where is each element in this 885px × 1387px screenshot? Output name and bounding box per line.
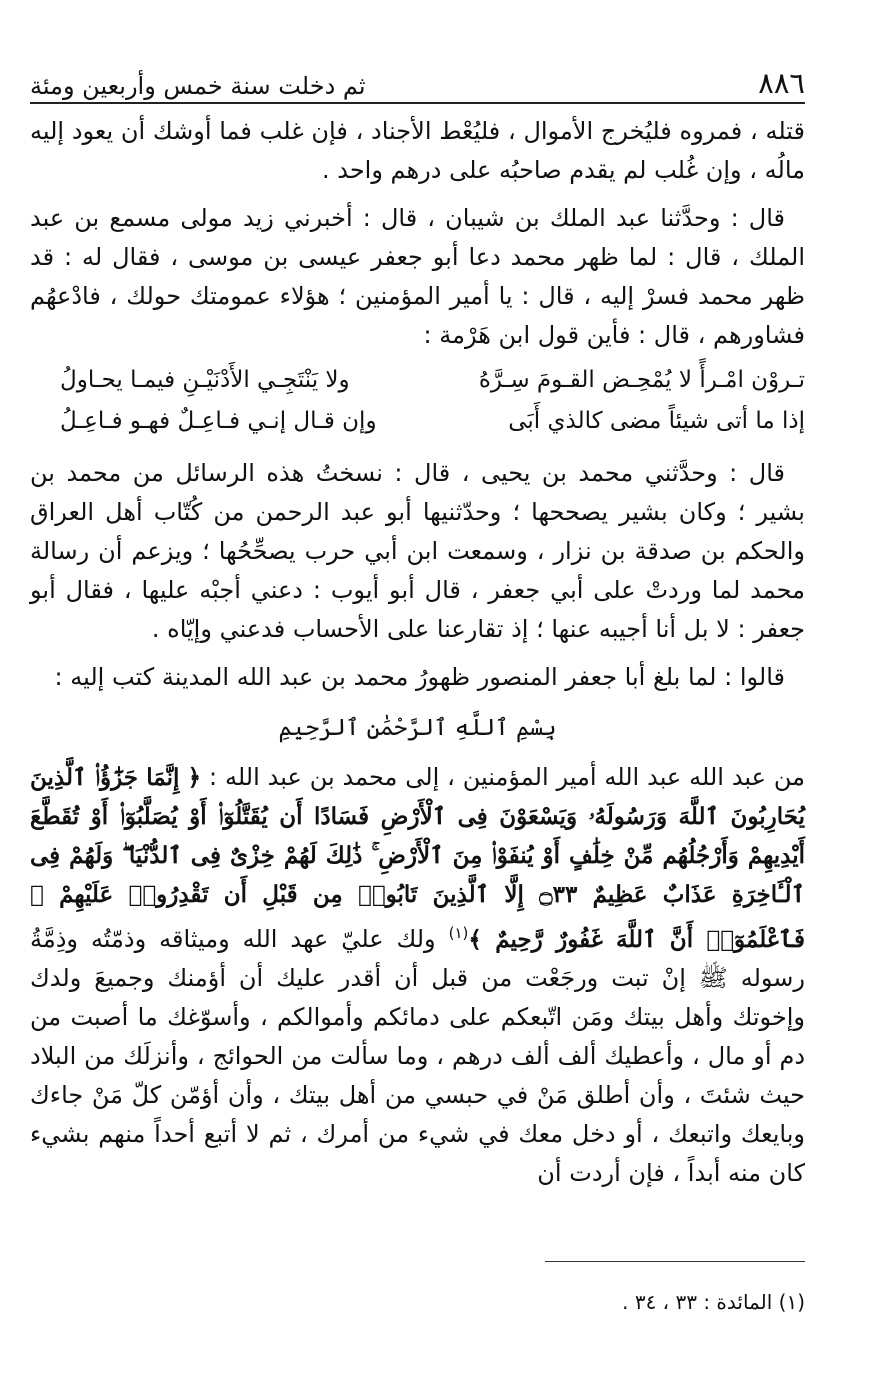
paragraph-3: قال : وحدَّثني محمد بن يحيى ، قال : نسختُ هذه الرسائل من محمد بن بشير ؛ وكان بشير يصححها ؛ وحدّثنيها أبو عبد الرحمن من كُتّاب أهل العراق والحكم بن صدقة بن نزار ، وسمعت ابن أبي حرب يصحِّحُها ؛ ويزعم أن رسالة محمد لما وردتْ على أبي جعفر ، قال أبو أيوب : دعني أجبْه عليها ، فقال أبو جعفر : لا بل أنا أجيبه عنها ؛ إذ تقارعنا على الأحساب فدعني وإيّاه .	[30, 459, 805, 643]
letter-intro: من عبد الله عبد الله أمير المؤمنين ، إلى محمد بن عبد الله :	[201, 763, 805, 791]
page-number: ٨٨٦	[758, 66, 805, 100]
running-title: ثم دخلت سنة خمس وأربعين ومئة	[30, 72, 366, 100]
body-text	[30, 112, 805, 1202]
paragraph-1: قتله ، فمروه فليُخرج الأموال ، فليُعْط الأجناد ، فإن غلب فما أوشك أن يعود إليه مالُه ، وإن غُلب لم يقدم صاحبُه على درهم واحد .	[30, 117, 805, 184]
verse-2-first-hemistich: إذا ما أتى شيئاً مضى كالذي أَبَى	[508, 408, 805, 434]
verse-1-second-hemistich: ولا يَنْتَجِـي الأَدْنَيْـنِ فيمـا يحـاولُ	[60, 367, 350, 393]
poem-verse-2	[30, 401, 805, 442]
poem-verse-1	[30, 360, 805, 401]
page-header	[30, 62, 805, 100]
poem	[30, 360, 805, 442]
paragraph-4: قالوا : لما بلغ أبا جعفر المنصور ظهورُ محمد بن عبد الله المدينة كتب إليه :	[54, 663, 785, 691]
verse-2-second-hemistich: وإن قـال إنـي فـاعِـلٌ فهـو فـاعِـلُ	[60, 408, 377, 434]
footnote-rule	[545, 1261, 805, 1262]
footnote: (١) المائدة : ٣٣ ، ٣٤ .	[622, 1290, 805, 1314]
footnote-marker: (١)	[448, 924, 469, 942]
letter-body: ولك عليّ عهد الله وميثاقه وذمّتُه وذِمَّةُ رسوله ﷺ إنْ تبت ورجَعْت من قبل أن أقدر عليك أن أؤمنك وجميعَ ولدك وإخوتك وأهل بيتك ومَن اتّبعكم على دمائكم وأموالكم ، وأسوّغك ما أصبت من دم أو مال ، وأعطيك ألف ألف درهم ، وما سألت من الحوائج ، وأنزلَك من البلاد حيث شئتَ ، وأن أطلق مَنْ في حبسي من أهل بيتك ، وأن أؤمّن كلّ مَنْ جاءك وبايعك واتبعك ، أو دخل معك في شيء من أمرك ، ثم لا أتبع أحداً منهم بشيء كان منه أبداً ، فإن أردت أن	[30, 925, 805, 1187]
paragraph-5	[30, 758, 805, 1193]
verse-1-first-hemistich: تـروْن امْـرأً لا يُمْحِـض القـومَ سِـرَّهُ	[478, 367, 805, 393]
quran-quote: ﴿ إِنَّمَا جَزَٰٓؤُا۟ ٱلَّذِينَ يُحَارِبُونَ ٱللَّهَ وَرَسُولَهُۥ وَيَسْعَوْنَ فِى ٱلْأَرْضِ فَسَادًا أَن يُقَتَّلُوٓا۟ أَوْ يُصَلَّبُوٓا۟ أَوْ تُقَطَّعَ أَيْدِيهِمْ وَأَرْجُلُهُم مِّنْ خِلَٰفٍ أَوْ يُنفَوْا۟ مِنَ ٱلْأَرْضِ ۚ ذَٰلِكَ لَهُمْ خِزْىٌ فِى ٱلدُّنْيَا ۖ وَلَهُمْ فِى ٱلْـَٔاخِرَةِ عَذَابٌ عَظِيمٌ ۝٣٣ إِلَّا ٱلَّذِينَ تَابُوا۟ مِن قَبْلِ أَن تَقْدِرُوا۟ عَلَيْهِمْ ۖ فَٱعْلَمُوٓا۟ أَنَّ ٱللَّهَ غَفُورٌ رَّحِيمٌ ﴾	[30, 764, 806, 953]
paragraph-2: قال : وحدَّثنا عبد الملك بن شيبان ، قال : أخبرني زيد مولى مسمع بن عبد الملك ، قال : لما ظهر محمد دعا أبو جعفر عيسى بن موسى ، فقال له : قد ظهر محمد فسرْ إليه ، قال : يا أمير المؤمنين ؛ هؤلاء عمومتك حولك ، فادْعهُم فشاورهم ، قال : فأين قول ابن هَرْمة :	[30, 204, 805, 349]
header-rule	[30, 102, 805, 104]
basmala: بِسْمِ ٱللَّهِ ٱلرَّحْمَٰنِ ٱلرَّحِيمِ	[278, 715, 557, 741]
